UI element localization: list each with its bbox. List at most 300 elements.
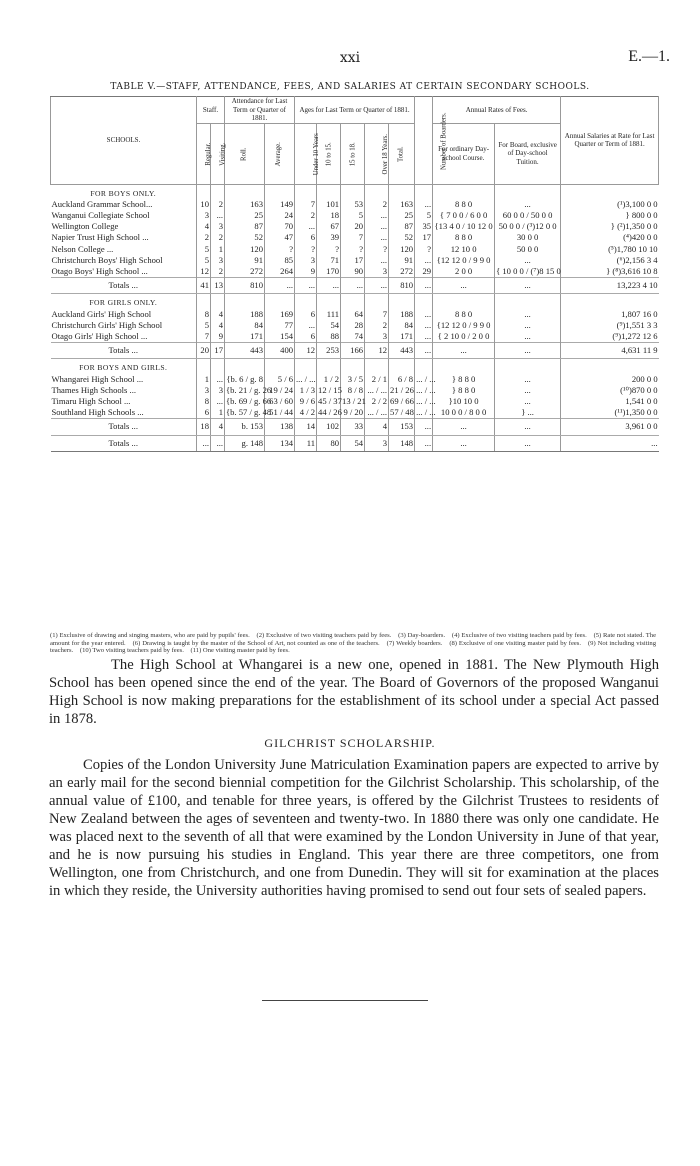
cell-total: 171 — [389, 331, 415, 343]
totals-row — [51, 278, 659, 294]
empty-cell — [265, 294, 295, 309]
cell-fee-board: ... — [495, 419, 561, 435]
cell-salary: 1,541 0 0 — [561, 396, 659, 407]
cell-over-18: 3 — [365, 435, 389, 451]
cell-ages-10-15: 45 / 37 — [318, 395, 342, 406]
totals-row — [51, 343, 659, 359]
cell-salary: 1,807 16 0 — [561, 309, 659, 320]
empty-cell — [415, 359, 433, 374]
cell-fee-board: { 10 0 0 / (⁷)8 15 0 — [496, 265, 561, 276]
cell-ages-15-18: 53 — [341, 199, 365, 210]
cell-under-10: ... / ... — [296, 373, 316, 384]
cell-under-10: 9 — [295, 266, 317, 278]
empty-cell — [225, 294, 265, 309]
cell-total: 148 — [389, 435, 415, 451]
cell-over-18: ... — [365, 232, 389, 243]
cell-ages-15-18: 64 — [341, 309, 365, 320]
cell-over-18: 2 / 2 — [365, 396, 389, 407]
cell-boarders: ... — [415, 255, 433, 266]
cell-regular: 7 — [197, 331, 211, 343]
cell-visiting: 4 — [211, 309, 225, 320]
cell-over-18: 2 — [365, 199, 389, 210]
cell-ages-15-18: ? — [341, 244, 365, 255]
section-row — [51, 184, 659, 199]
cell-regular: 4 — [197, 221, 211, 232]
cell-fee-board: ... — [495, 309, 561, 320]
cell-ages-15-18: 33 — [341, 419, 365, 435]
cell-visiting: 1 — [211, 407, 225, 419]
cell-roll: 443 — [225, 343, 265, 359]
footnote: (5) Rate not stated. The amount for the year entered. — [50, 632, 657, 647]
col-ages: Ages for Last Term or Quarter of 1881. — [295, 97, 415, 124]
cell-fee-board: 50 0 0 / (³)12 0 0 — [495, 221, 561, 232]
school-name: Auckland Girls' High School — [51, 308, 152, 319]
cell-total: 52 — [389, 232, 415, 243]
cell-average: 85 — [265, 255, 295, 266]
cell-salary: (¹)3,100 0 0 — [561, 199, 659, 210]
section-heading: GILCHRIST SCHOLARSHIP. — [264, 736, 436, 750]
empty-cell — [561, 294, 659, 309]
cell-visiting: 2 — [211, 232, 225, 243]
cell-boarders: ... — [415, 435, 433, 451]
col-visiting: Visiting. — [211, 123, 225, 184]
table-row — [51, 266, 659, 278]
cell-boarders: ... / ... — [416, 395, 436, 406]
cell-salary: (⁶)2,156 3 4 — [561, 255, 659, 266]
cell-ages-10-15: 71 — [317, 255, 341, 266]
col-fees: Annual Rates of Fees. — [433, 97, 561, 124]
cell-roll: 84 — [225, 320, 265, 331]
cell-ages-10-15: 101 — [317, 199, 341, 210]
cell-boarders: ... / ... — [416, 384, 436, 395]
cell-over-18: 3 — [365, 266, 389, 278]
cell-fee-day: {12 12 0 / 9 9 0 — [433, 320, 495, 331]
empty-cell — [295, 294, 317, 309]
cell-average: 264 — [265, 266, 295, 278]
cell-under-10: 6 — [295, 309, 317, 320]
table-row — [51, 210, 659, 221]
section-row — [51, 359, 659, 374]
empty-cell — [433, 294, 495, 309]
cell-boarders: ... / ... — [416, 373, 436, 384]
cell-total: 87 — [389, 221, 415, 232]
empty-cell — [211, 359, 225, 374]
cell-fee-day: } 8 8 0 — [433, 374, 495, 385]
school-name: Totals ... — [51, 419, 197, 435]
paragraph-whangarei: The High School at Whangarei is a new one, opened in 1881. The New Plymouth High School has been opened since the end of the year. The Board of Governors of the proposed Wanganui High School is now making preparations for the establishment of its school under a special Act passed in 1878. — [49, 657, 659, 727]
cell-fee-day: 8 8 0 — [433, 232, 495, 243]
empty-cell — [433, 184, 495, 199]
col-salaries: Annual Salaries at Rate for Last Quarter or Term of 1881. — [561, 97, 659, 185]
cell-salary: } (²)1,350 0 0 — [561, 221, 659, 232]
cell-salary: 13,223 4 10 — [561, 278, 659, 294]
cell-average: 169 — [265, 309, 295, 320]
cell-ages-15-18: 74 — [341, 331, 365, 343]
page-number: xxi — [339, 50, 361, 66]
cell-salary: } 800 0 0 — [561, 210, 659, 221]
cell-under-10: 11 — [295, 435, 317, 451]
cell-total: 6 / 8 — [389, 374, 415, 385]
footnote: (11) One visiting master paid by fees. — [190, 647, 290, 655]
cell-boarders: 35 — [415, 221, 433, 232]
cell-ages-15-18: 166 — [341, 343, 365, 359]
cell-average: 19 / 24 — [265, 385, 295, 396]
school-name: Wellington College — [51, 221, 119, 232]
cell-salary: ... — [561, 435, 659, 451]
cell-under-10: 3 — [295, 255, 317, 266]
empty-cell — [341, 184, 365, 199]
cell-boarders: ... — [415, 331, 433, 343]
empty-cell — [197, 359, 211, 374]
cell-fee-day: { 7 0 0 / 6 0 0 — [433, 210, 495, 221]
cell-ages-10-15: 80 — [317, 435, 341, 451]
footnote: (6) Drawing is taught by the master of the School of Art, not counted as one of the teachers. — [132, 639, 380, 647]
cell-roll: {b. 69 / g. 66 — [226, 395, 272, 406]
cell-visiting: 17 — [211, 343, 225, 359]
cell-ages-10-15: ? — [317, 244, 341, 255]
cell-ages-15-18: 28 — [341, 320, 365, 331]
cell-average: 134 — [265, 435, 295, 451]
empty-cell — [341, 294, 365, 309]
empty-cell — [295, 359, 317, 374]
cell-ages-15-18: 8 / 8 — [341, 385, 365, 396]
col-fees-board: For Board, exclusive of Day-school Tuition. — [495, 123, 561, 184]
cell-over-18: ... — [365, 278, 389, 294]
cell-fee-day: 2 0 0 — [433, 266, 495, 278]
cell-over-18: ... / ... — [365, 407, 389, 419]
cell-ages-10-15: 111 — [317, 309, 341, 320]
empty-cell — [317, 184, 341, 199]
cell-regular: 5 — [197, 244, 211, 255]
cell-ages-10-15: 1 / 2 — [317, 374, 341, 385]
cell-fee-board: ... — [495, 385, 561, 396]
cell-roll: 188 — [225, 309, 265, 320]
cell-visiting: 2 — [211, 199, 225, 210]
school-name: Christchurch Girls' High School — [51, 319, 163, 330]
school-name: Timaru High School ... — [51, 395, 131, 406]
cell-regular: 5 — [197, 255, 211, 266]
divider-rule — [262, 1000, 428, 1001]
cell-visiting: 4 — [211, 419, 225, 435]
cell-roll: {b. 57 / g. 48 — [226, 407, 272, 418]
table-row — [51, 221, 659, 232]
cell-fee-day: ... — [433, 278, 495, 294]
cell-boarders: ... — [415, 343, 433, 359]
cell-fee-day: 12 10 0 — [433, 244, 495, 255]
footnote: (2) Exclusive of two visiting teachers paid by fees. — [256, 632, 392, 639]
totals-row — [51, 435, 659, 451]
page-header — [0, 50, 700, 70]
cell-under-10: 6 — [295, 331, 317, 343]
school-name: Totals ... — [51, 435, 197, 451]
footnote: (9) Not including visiting teachers. — [50, 639, 657, 655]
col-total: Total. — [389, 123, 415, 184]
cell-over-18: 12 — [365, 343, 389, 359]
cell-visiting: 3 — [211, 221, 225, 232]
cell-regular: 18 — [197, 419, 211, 435]
cell-ages-10-15: 54 — [317, 320, 341, 331]
school-name: Wanganui Collegiate School — [51, 209, 150, 220]
cell-average: 24 — [265, 210, 295, 221]
school-name: Southland High Schools ... — [51, 407, 144, 418]
cell-fee-board: ... — [495, 374, 561, 385]
cell-ages-15-18: 3 / 5 — [341, 374, 365, 385]
cell-average: 51 / 44 — [265, 407, 295, 419]
cell-total: 57 / 48 — [390, 407, 414, 418]
col-10-15: 10 to 15. — [317, 123, 341, 184]
cell-fee-day: }10 10 0 — [433, 396, 495, 407]
empty-cell — [211, 184, 225, 199]
school-name: Thames High Schools ... — [51, 384, 136, 395]
cell-regular: 3 — [197, 385, 211, 396]
cell-average: 5 / 6 — [265, 374, 295, 385]
cell-under-10: 9 / 6 — [295, 396, 317, 407]
cell-ages-10-15: 39 — [317, 232, 341, 243]
cell-roll: 171 — [225, 331, 265, 343]
col-over18: Over 18 Years. — [365, 123, 389, 184]
footnote: (7) Weekly boarders. — [386, 639, 443, 647]
cell-total: 443 — [389, 343, 415, 359]
empty-cell — [389, 294, 415, 309]
cell-total: 84 — [389, 320, 415, 331]
cell-average: 77 — [265, 320, 295, 331]
empty-cell — [415, 184, 433, 199]
cell-regular: 2 — [197, 232, 211, 243]
cell-ages-10-15: 18 — [317, 210, 341, 221]
cell-average: 47 — [265, 232, 295, 243]
cell-fee-board: } ... — [495, 407, 561, 419]
cell-roll: 120 — [225, 244, 265, 255]
empty-cell — [561, 184, 659, 199]
table-footnotes — [50, 632, 656, 655]
cell-fee-board: 50 0 0 — [495, 244, 561, 255]
cell-fee-board: ... — [495, 320, 561, 331]
cell-regular: 12 — [197, 266, 211, 278]
cell-under-10: 7 — [295, 199, 317, 210]
footnote: (8) Exclusive of one visiting master paid by fees. — [449, 639, 582, 647]
cell-visiting: 3 — [211, 385, 225, 396]
empty-cell — [225, 184, 265, 199]
cell-over-18: 3 — [365, 331, 389, 343]
cell-regular: 6 — [197, 407, 211, 419]
cell-regular: 41 — [197, 278, 211, 294]
empty-cell — [317, 359, 341, 374]
cell-ages-10-15: 102 — [317, 419, 341, 435]
cell-average: 400 — [265, 343, 295, 359]
empty-cell — [225, 359, 265, 374]
cell-over-18: ... — [365, 255, 389, 266]
cell-regular: ... — [197, 435, 211, 451]
cell-visiting: 2 — [211, 266, 225, 278]
empty-cell — [295, 184, 317, 199]
footnote: (10) Two visiting teachers paid by fees. — [79, 647, 184, 655]
cell-total: 810 — [389, 278, 415, 294]
section-label: FOR BOYS AND GIRLS. — [79, 363, 168, 373]
cell-fee-day: { 2 10 0 / 2 0 0 — [433, 331, 495, 343]
cell-ages-10-15: 170 — [317, 266, 341, 278]
empty-cell — [265, 359, 295, 374]
school-name: Otago Girls' High School ... — [51, 330, 148, 341]
cell-visiting: ... — [211, 435, 225, 451]
cell-total: 120 — [389, 244, 415, 255]
cell-fee-day: ... — [433, 343, 495, 359]
cell-ages-15-18: 7 — [341, 232, 365, 243]
school-name: Totals ... — [51, 278, 197, 294]
school-name: Napier Trust High School ... — [51, 232, 149, 243]
cell-total: 188 — [389, 309, 415, 320]
cell-roll: b. 153 — [225, 419, 265, 435]
cell-fee-day: {13 4 0 / 10 12 0 — [434, 221, 493, 232]
cell-boarders: ... — [415, 309, 433, 320]
cell-salary: (⁹)1,272 12 6 — [561, 331, 659, 343]
cell-boarders: ? — [415, 244, 433, 255]
cell-visiting: 13 — [211, 278, 225, 294]
table-row — [51, 407, 659, 419]
cell-roll: 163 — [225, 199, 265, 210]
table-row — [51, 244, 659, 255]
cell-total: 163 — [389, 199, 415, 210]
col-average: Average. — [265, 123, 295, 184]
cell-total: 25 — [389, 210, 415, 221]
school-name: Otago Boys' High School ... — [51, 265, 148, 276]
cell-over-18: 2 / 1 — [365, 374, 389, 385]
cell-roll: 91 — [225, 255, 265, 266]
cell-salary: } (⁸)3,616 10 8 — [561, 266, 659, 278]
cell-visiting: ... — [211, 210, 225, 221]
cell-fee-day: } 8 8 0 — [433, 385, 495, 396]
cell-fee-day: 8 8 0 — [433, 309, 495, 320]
table-row — [51, 396, 659, 407]
cell-fee-board: 60 0 0 / 50 0 0 — [495, 210, 561, 221]
cell-boarders: ... / ... — [416, 407, 436, 418]
table-title: TABLE V.—STAFF, ATTENDANCE, FEES, AND SALARIES AT CERTAIN SECONDARY SCHOOLS. — [110, 82, 590, 92]
cell-ages-10-15: 44 / 26 — [318, 407, 342, 418]
table-row — [51, 232, 659, 243]
cell-fee-day: ... — [433, 435, 495, 451]
cell-salary: (⁴)420 0 0 — [561, 232, 659, 243]
document-reference: E.—1. — [628, 48, 670, 65]
cell-total: 69 / 66 — [390, 395, 414, 406]
col-fees-day: For ordinary Day-school Course. — [433, 123, 495, 184]
cell-roll: 272 — [225, 266, 265, 278]
cell-boarders: 17 — [415, 232, 433, 243]
secondary-schools-table — [50, 96, 659, 452]
section-label: FOR GIRLS ONLY. — [89, 298, 158, 308]
cell-roll: 52 — [225, 232, 265, 243]
cell-under-10: 12 — [295, 343, 317, 359]
cell-fee-day: 8 8 0 — [433, 199, 495, 210]
cell-under-10: ... — [295, 221, 317, 232]
table-row — [51, 385, 659, 396]
col-under10: Under 10 Years — [295, 123, 317, 184]
col-schools: SCHOOLS. — [51, 97, 197, 185]
school-name: Auckland Grammar School... — [51, 198, 153, 209]
cell-over-18: 2 — [365, 320, 389, 331]
cell-visiting: 1 — [211, 244, 225, 255]
cell-visiting: 3 — [211, 255, 225, 266]
cell-roll: {b. 6 / g. 8 — [226, 373, 264, 384]
cell-ages-10-15: 67 — [317, 221, 341, 232]
cell-total: 153 — [389, 419, 415, 435]
cell-under-10: 2 — [295, 210, 317, 221]
empty-cell — [197, 184, 211, 199]
cell-boarders: ... — [415, 199, 433, 210]
table-row — [51, 309, 659, 320]
cell-under-10: 14 — [295, 419, 317, 435]
cell-under-10: 6 — [295, 232, 317, 243]
empty-cell — [495, 184, 561, 199]
cell-roll: 25 — [225, 210, 265, 221]
cell-salary: (¹¹)1,350 0 0 — [561, 407, 659, 419]
cell-visiting: ... — [211, 396, 225, 407]
cell-visiting: 4 — [211, 320, 225, 331]
col-attendance: Attendance for Last Term or Quarter of 1881. — [225, 97, 295, 124]
cell-boarders: ... — [415, 419, 433, 435]
cell-total: 272 — [389, 266, 415, 278]
cell-fee-board: ... — [495, 396, 561, 407]
cell-fee-board: ... — [495, 343, 561, 359]
cell-ages-15-18: 5 — [341, 210, 365, 221]
cell-under-10: ... — [295, 278, 317, 294]
footnote: (4) Exclusive of two visiting teachers paid by fees. — [451, 632, 587, 639]
cell-over-18: 7 — [365, 309, 389, 320]
cell-total: 91 — [389, 255, 415, 266]
cell-under-10: ? — [295, 244, 317, 255]
cell-average: 138 — [265, 419, 295, 435]
empty-cell — [415, 294, 433, 309]
cell-fee-day: {12 12 0 / 9 9 0 — [433, 255, 495, 266]
cell-salary: (¹⁰)870 0 0 — [561, 385, 659, 396]
school-name: Whangarei High School ... — [51, 373, 144, 384]
cell-ages-10-15: ... — [317, 278, 341, 294]
table-row — [51, 199, 659, 210]
cell-regular: 3 — [197, 210, 211, 221]
cell-ages-10-15: 12 / 15 — [318, 384, 342, 395]
empty-cell — [341, 359, 365, 374]
school-name: Totals ... — [51, 343, 197, 359]
cell-regular: 8 — [197, 309, 211, 320]
table-row — [51, 331, 659, 343]
empty-cell — [389, 359, 415, 374]
col-roll: Roll. — [225, 123, 265, 184]
cell-boarders: ... — [415, 320, 433, 331]
cell-average: 149 — [265, 199, 295, 210]
cell-average: 154 — [265, 331, 295, 343]
cell-regular: 10 — [197, 199, 211, 210]
cell-fee-day: 10 0 0 / 8 0 0 — [433, 407, 495, 419]
cell-fee-board: ... — [495, 435, 561, 451]
cell-fee-board: ... — [495, 278, 561, 294]
cell-regular: 1 — [197, 374, 211, 385]
col-15-18: 15 to 18. — [341, 123, 365, 184]
section-row — [51, 294, 659, 309]
empty-cell — [365, 359, 389, 374]
cell-under-10: ... — [295, 320, 317, 331]
paragraph-gilchrist: Copies of the London University June Matriculation Examination papers are expected to arrive by an early mail for the second biennial competition for the Gilchrist Scholarship. This scholarship, of the annual value of £100, and tenable for three years, is offered by the Gilchrist Trustees to residents of New Zealand between the ages of seventeen and twenty-two. In 1880 there was only one candidate. He was placed next to the seventh of all that were examined by the London University in June of that year, and he is now pursuing his studies in England. This year there are three competitors, one from Wellington, one from Christchurch, and one from Dunedin. They will sit for examination at the places in which they reside, the University authorities having promised to send out four sets of sealed papers. — [49, 757, 659, 899]
table-row — [51, 320, 659, 331]
cell-fee-board: ... — [495, 331, 561, 343]
cell-salary: (⁹)1,551 3 3 — [561, 320, 659, 331]
cell-roll: 810 — [225, 278, 265, 294]
cell-over-18: ... — [365, 221, 389, 232]
cell-regular: 20 — [197, 343, 211, 359]
cell-under-10: 1 / 3 — [295, 385, 317, 396]
empty-cell — [197, 294, 211, 309]
cell-average: 63 / 60 — [265, 396, 295, 407]
empty-cell — [433, 359, 495, 374]
empty-cell — [365, 294, 389, 309]
empty-cell — [495, 294, 561, 309]
